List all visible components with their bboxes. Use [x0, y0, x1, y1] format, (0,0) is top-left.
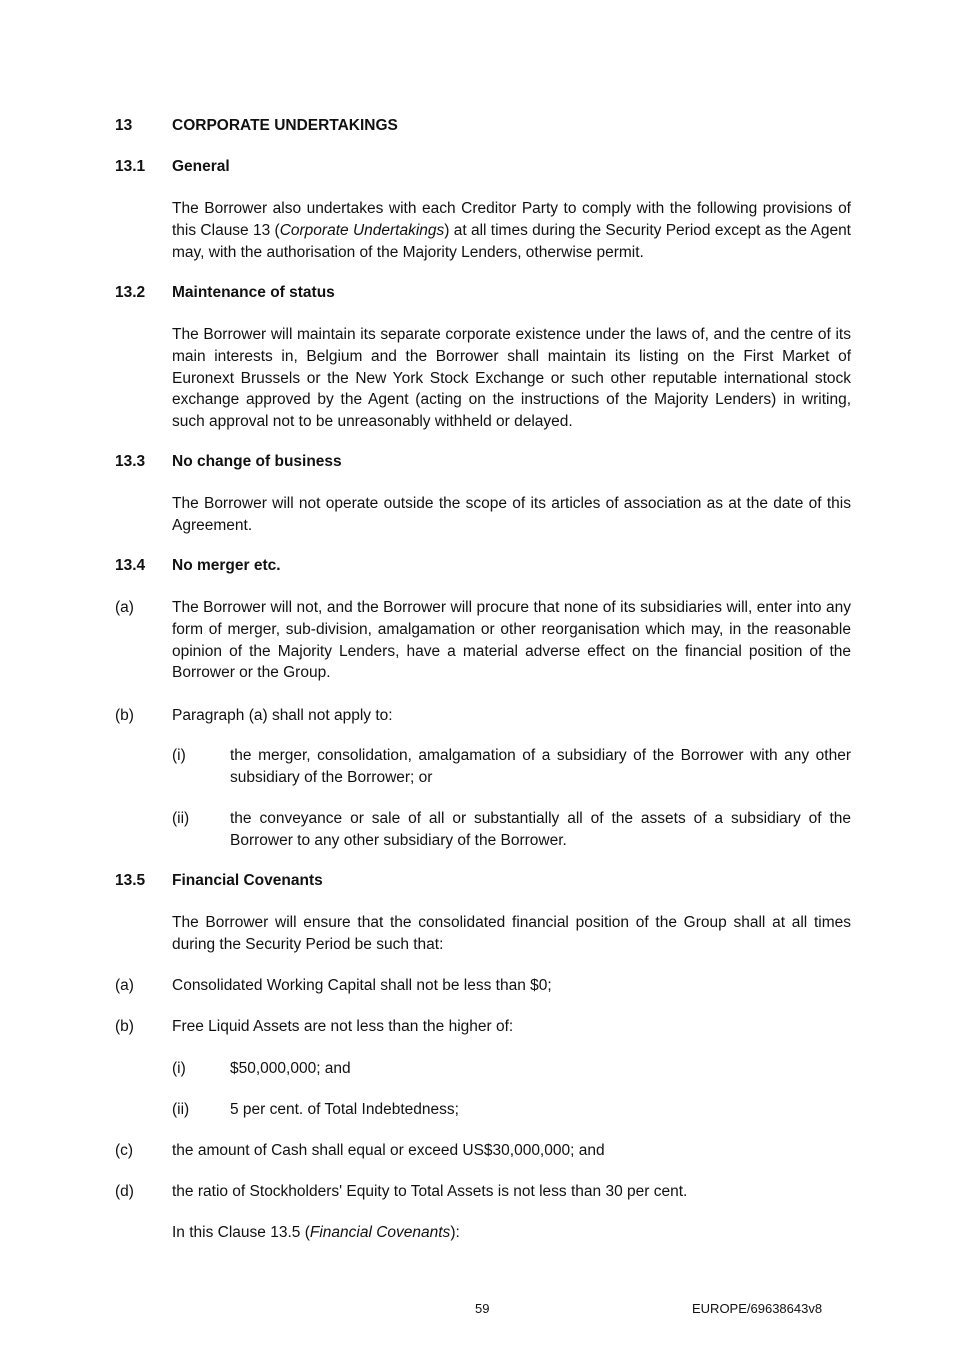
- paragraph-label: (a): [115, 599, 134, 616]
- body-text: The Borrower also undertakes with each Creditor Party to comply with the following provisions of this Clause 13 (: [172, 200, 851, 239]
- section-title: No merger etc.: [172, 557, 281, 574]
- section-number: 13.5: [115, 872, 146, 889]
- document-reference: EUROPE/69638643v8: [692, 1301, 823, 1316]
- subparagraph-label: (i): [172, 747, 186, 764]
- section-title: No change of business: [172, 453, 342, 470]
- body-text: ):: [450, 1224, 460, 1241]
- paragraph-label: (d): [115, 1183, 134, 1200]
- section-number: 13.1: [115, 158, 146, 175]
- section-body: The Borrower will not operate outside the scope of its articles of association as at the date of this Agreement.: [172, 495, 851, 534]
- subparagraph-text: the conveyance or sale of all or substantially all of the assets of a subsidiary of the Borrower to any other subsidiary of the Borrower.: [230, 810, 851, 849]
- body-emphasis: Corporate Undertakings: [279, 221, 445, 239]
- body-emphasis: Financial Covenants: [309, 1224, 451, 1241]
- subparagraph-text: $50,000,000; and: [230, 1060, 351, 1077]
- section-title: Financial Covenants: [172, 872, 323, 889]
- section-title: General: [172, 158, 230, 175]
- paragraph-text: the ratio of Stockholders' Equity to Total Assets is not less than 30 per cent.: [172, 1183, 688, 1200]
- clause-title: CORPORATE UNDERTAKINGS: [172, 117, 398, 134]
- body-text: In this Clause 13.5 (: [172, 1224, 310, 1241]
- paragraph-label: (c): [115, 1142, 134, 1159]
- section-number: 13.2: [115, 284, 146, 301]
- paragraph-text: Consolidated Working Capital shall not be less than $0;: [172, 977, 552, 994]
- section-number: 13.4: [115, 557, 146, 574]
- clause-number: 13: [115, 117, 133, 134]
- paragraph-label: (a): [115, 977, 134, 994]
- closing-line: [172, 1222, 851, 1244]
- section-number: 13.3: [115, 453, 146, 470]
- paragraph-text: The Borrower will not, and the Borrower will procure that none of its subsidiaries will, enter into any form of merger, sub-division, amalgamation or other reorganisation which may, in the reasonable opinion of the Majority Lenders, have a material adverse effect on the financial position of the Borrower or the Group.: [172, 599, 851, 682]
- subparagraph-text: 5 per cent. of Total Indebtedness;: [230, 1101, 459, 1118]
- subparagraph-text: the merger, consolidation, amalgamation of a subsidiary of the Borrower with any other subsidiary of the Borrower; or: [230, 747, 851, 786]
- paragraph-label: (b): [115, 707, 134, 724]
- subparagraph-label: (ii): [172, 810, 190, 827]
- section-title: Maintenance of status: [172, 284, 335, 301]
- body-text: ) at all times during the Security Period except as the Agent may, with the authorisation of the Majority Lenders, otherwise permit.: [172, 221, 851, 261]
- paragraph-label: (b): [115, 1018, 134, 1035]
- section-body: The Borrower will maintain its separate corporate existence under the laws of, and the centre of its main interests in, Belgium and the Borrower shall maintain its listing on the First Market of Euronext Brussels or the New York Stock Exchange or such other reputable international stock exchange approved by the Agent (acting on the instructions of the Majority Lenders) in writing, such approval not to be unreasonably withheld or delayed.: [172, 326, 851, 431]
- subparagraph-label: (ii): [172, 1101, 190, 1118]
- paragraph-text: the amount of Cash shall equal or exceed US$30,000,000; and: [172, 1142, 605, 1159]
- subparagraph-label: (i): [172, 1060, 186, 1077]
- section-body: The Borrower will ensure that the consolidated financial position of the Group shall at all times during the Security Period be such that:: [172, 914, 851, 953]
- paragraph-text: Paragraph (a) shall not apply to:: [172, 707, 393, 724]
- section-body: [172, 198, 851, 263]
- paragraph-text: Free Liquid Assets are not less than the higher of:: [172, 1018, 514, 1035]
- page-number: 59: [475, 1301, 490, 1316]
